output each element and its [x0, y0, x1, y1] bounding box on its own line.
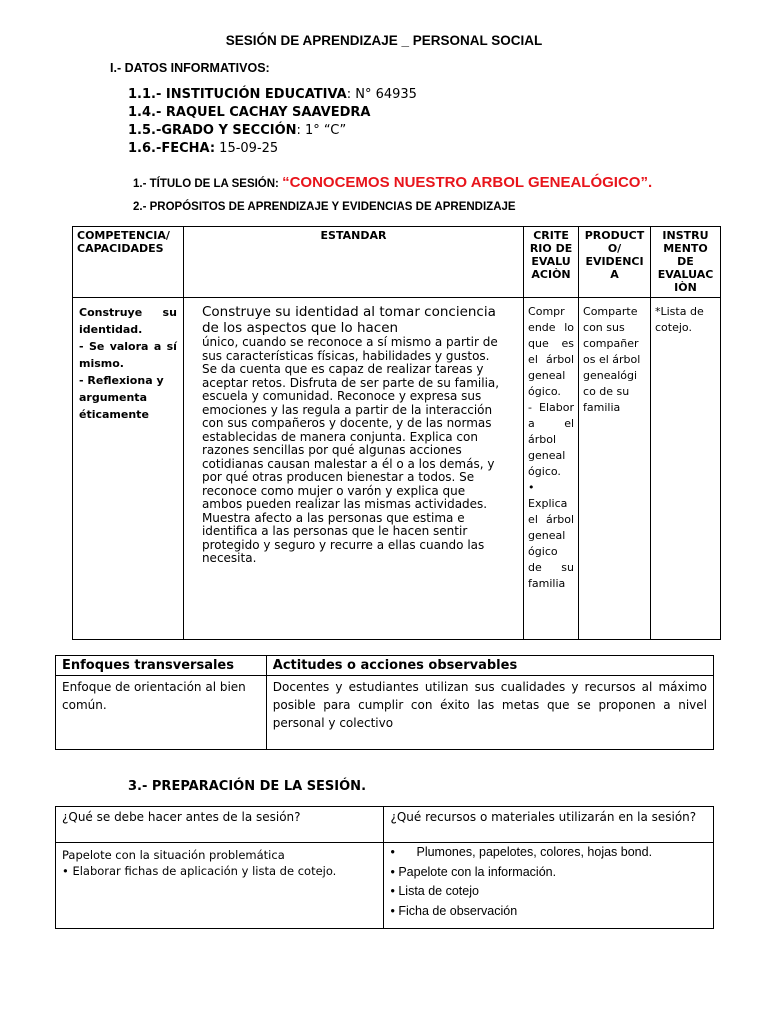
preparacion-heading: 3.- PREPARACIÓN DE LA SESIÓN. — [128, 779, 367, 794]
docente-line — [128, 105, 370, 120]
header-producto: PRODUCT O/ EVIDENCI A — [579, 227, 651, 298]
header-instrumento: INSTRU MENTO DE EVALUAC IÒN — [651, 227, 721, 298]
institucion-value: : N° 64935 — [346, 87, 417, 102]
actitudes-header: Actitudes o acciones observables — [266, 656, 713, 676]
recursos-item-1 — [390, 843, 707, 863]
antes-header: ¿Qué se debe hacer antes de la sesión? — [56, 807, 384, 843]
antes-cell — [56, 843, 384, 929]
session-title — [133, 174, 652, 191]
recursos-cell — [384, 843, 714, 929]
capacidad-1: - Se valora a sí mismo. — [79, 340, 177, 370]
estandar-intro: Construye su identidad al tomar conciencia de los aspectos que lo hacen — [201, 304, 496, 336]
estandar-body: único, cuando se reconoce a sí mismo a partir de sus características físicas, habilidades y gustos. Se da cuenta que es capaz de realizar tareas y aceptar retos. Disfruta de ser parte de su familia, escuela y comunidad. Reconoce y expresa sus emociones y las regula a partir de la interacción con sus compañeros y docente, y de las normas establecidas de manera conjunta. Explica con razones sencillas por qué algunas acciones cotidianas causan malestar a él o a los demás, y por qué otras producen bienestar a todos. Se reconoce como mujer o varón y explica que ambos pueden realizar las mismas actividades. Muestra afecto a las personas que estima e identifica a las personas que le hacen sentir protegido y seguro y recurre a ellas cuando las necesita. — [201, 335, 500, 565]
page-title: SESIÓN DE APRENDIZAJE _ PERSONAL SOCIAL — [225, 33, 543, 48]
docente-name: 1.4.- RAQUEL CACHAY SAAVEDRA — [128, 105, 371, 120]
header-estandar: ESTANDAR — [183, 227, 523, 298]
criterio-2: - Elabor a el árbol geneal ógico. — [528, 401, 575, 478]
preparacion-table — [55, 806, 714, 929]
fecha-line — [128, 141, 278, 156]
recursos-item-4: • Ficha de observación — [390, 903, 518, 918]
competencia-cell — [73, 298, 184, 640]
criterio-cell — [524, 298, 579, 640]
propositos-table — [72, 226, 721, 640]
propositos-heading: 2.- PROPÓSITOS DE APRENDIZAJE Y EVIDENCIAS DE APRENDIZAJE — [133, 201, 516, 213]
antes-item-2: • Elaborar fichas de aplicación y lista de cotejo. — [62, 864, 337, 878]
header-competencia: COMPETENCIA/ CAPACIDADES — [73, 227, 184, 298]
recursos-item-1-text: Plumones, papelotes, colores, hojas bond. — [416, 845, 653, 859]
recursos-header: ¿Qué recursos o materiales utilizarán en la sesión? — [384, 807, 714, 843]
session-title-value: “CONOCEMOS NUESTRO ARBOL GENEALÓGICO”. — [282, 174, 653, 191]
recursos-item-3: • Lista de cotejo — [390, 884, 479, 898]
grado-value: : 1° “C” — [296, 123, 347, 138]
producto-cell: Comparte con sus compañer os el árbol genealógi co de su familia — [579, 298, 651, 640]
competencia-main: Construye su identidad. — [79, 306, 177, 336]
fecha-label: 1.6.-FECHA: — [128, 141, 216, 156]
enfoques-table — [55, 655, 714, 750]
institucion-line — [128, 87, 417, 102]
grado-label: 1.5.-GRADO Y SECCIÓN — [128, 123, 297, 138]
instrumento-cell: *Lista de cotejo. — [651, 298, 721, 640]
enfoques-header: Enfoques transversales — [56, 656, 267, 676]
grado-line — [128, 123, 346, 138]
enfoque-cell: Enfoque de orientación al bien común. — [56, 676, 267, 750]
criterio-3-bullet: • — [528, 481, 535, 494]
estandar-cell — [183, 298, 523, 640]
criterio-1: Compr ende lo que es el árbol geneal ógico. — [528, 305, 575, 398]
recursos-item-2: • Papelote con la información. — [390, 864, 557, 879]
fecha-value: 15-09-25 — [215, 141, 279, 156]
capacidad-2: - Reflexiona y argumenta éticamente — [79, 374, 164, 421]
header-criterio: CRITE RIO DE EVALU ACIÒN — [524, 227, 579, 298]
institucion-label: 1.1.- INSTITUCIÓN EDUCATIVA — [128, 87, 347, 102]
datos-heading: I.- DATOS INFORMATIVOS: — [110, 61, 270, 75]
criterio-3: Explica el árbol geneal ógico de su familia — [528, 497, 575, 590]
antes-item-1: Papelote con la situación problemática — [62, 848, 285, 862]
recursos-bullet: • — [390, 845, 395, 859]
actitud-cell: Docentes y estudiantes utilizan sus cualidades y recursos al máximo posible para cumplir con éxito las metas que se proponen a nivel personal y colectivo — [266, 676, 713, 750]
session-title-label: 1.- TÍTULO DE LA SESIÓN: — [133, 178, 283, 190]
